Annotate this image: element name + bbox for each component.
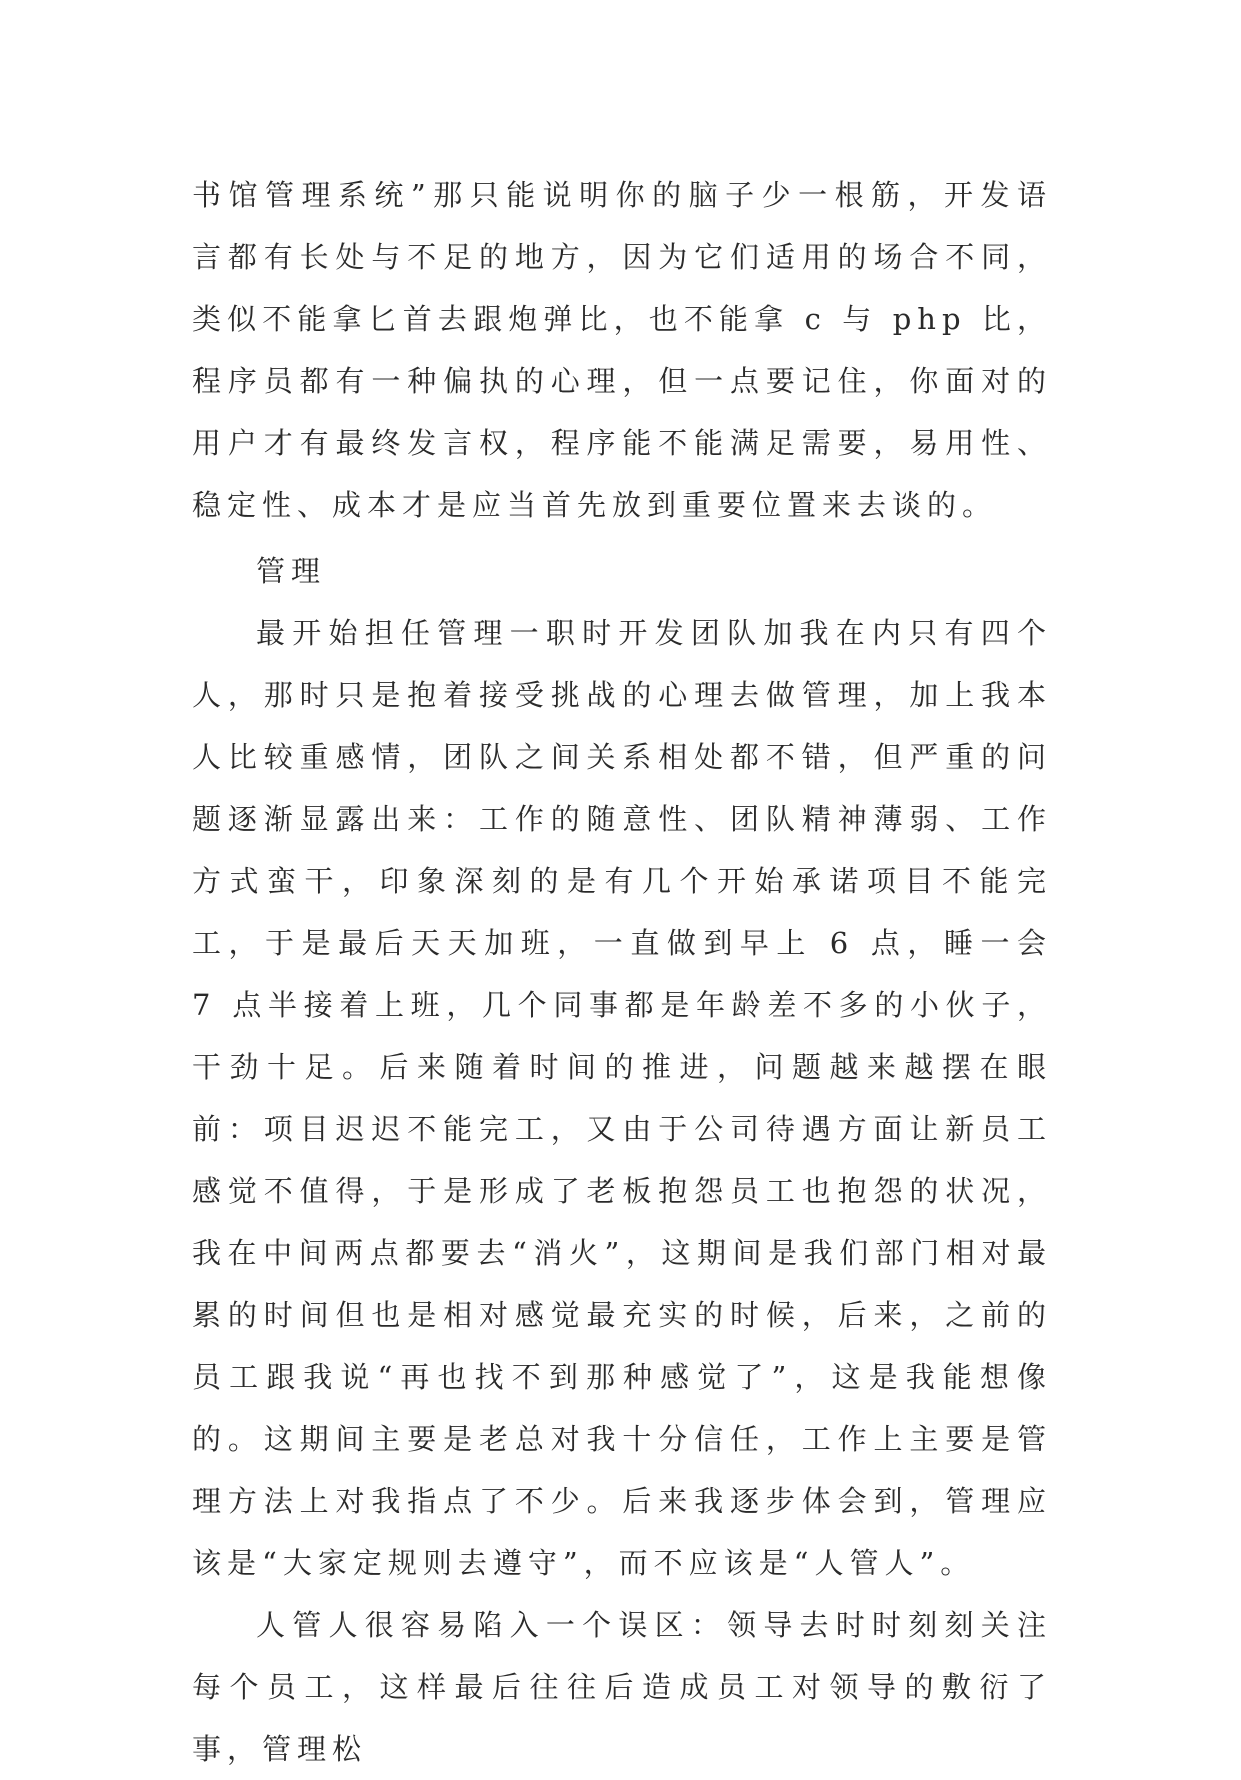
section-heading: 管理 bbox=[256, 554, 327, 588]
continuation-paragraph: 书馆管理系统”那只能说明你的脑子少一根筋，开发语言都有长处与不足的地方，因为它们适用的场合不同，类似不能拿匕首去跟炮弹比，也不能拿 c 与 php 比，程序员都有一种偏执的心理，但一点要记住，你面对的用户才有最终发言权，程序能不能满足需要，易用性、稳定性、成本才是应当首先放到重要位置来去谈的。 bbox=[192, 178, 1052, 522]
document-body bbox=[192, 164, 1052, 1780]
body-paragraph-2: 人管人很容易陷入一个误区：领导去时时刻刻关注每个员工，这样最后往往后造成员工对领导的敷衍了事，管理松 bbox=[192, 1608, 1052, 1766]
body-paragraph-1: 最开始担任管理一职时开发团队加我在内只有四个人，那时只是抱着接受挑战的心理去做管理，加上我本人比较重感情，团队之间关系相处都不错，但严重的问题逐渐显露出来：工作的随意性、团队精神薄弱、工作方式蛮干，印象深刻的是有几个开始承诺项目不能完工，于是最后天天加班，一直做到早上 6 点，睡一会 7 点半接着上班，几个同事都是年龄差不多的小伙子，干劲十足。后来随着时间的推进，问题越来越摆在眼前：项目迟迟不能完工，又由于公司待遇方面让新员工感觉不值得，于是形成了老板抱怨员工也抱怨的状况，我在中间两点都要去“消火”，这期间是我们部门相对最累的时间但也是相对感觉最充实的时候，后来，之前的员工跟我说“再也找不到那种感觉了”，这是我能想像的。这期间主要是老总对我十分信任，工作上主要是管理方法上对我指点了不少。后来我逐步体会到，管理应该是“大家定规则去遵守”，而不应该是“人管人”。 bbox=[192, 616, 1052, 1580]
